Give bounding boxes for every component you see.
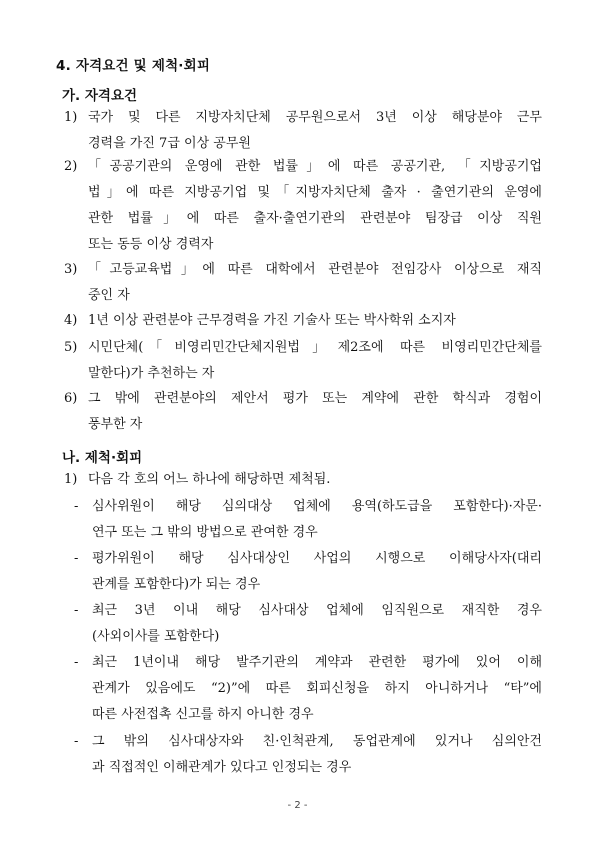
subsection-heading-exclusion: 나. 제척·회피 [62, 450, 143, 466]
item-line: 그 밖에 관련분야의 제안서 평가 또는 계약에 관한 학식과 경험이 [88, 391, 542, 406]
item-line: 1년 이상 관련분야 근무경력을 가진 기술사 또는 박사학위 소지자 [88, 313, 456, 328]
item-number: 1) [64, 110, 78, 125]
bullet-line: 연구 또는 그 밖의 방법으로 관여한 경우 [92, 525, 318, 540]
item-number: 6) [64, 391, 78, 406]
bullet-dash: - [74, 655, 79, 670]
bullet-line: 관계를 포함한다)가 되는 경우 [92, 577, 261, 592]
item-line: 시민단체(「비영리민간단체지원법」제2조에 따른 비영리민간단체를 [88, 340, 542, 355]
item-line: 풍부한 자 [88, 417, 143, 432]
bullet-line: 과 직접적인 이해관계가 있다고 인정되는 경우 [92, 760, 352, 775]
item-line: 관한 법률」에 따른 출자·출연기관의 관련분야 팀장급 이상 직원 [88, 211, 542, 226]
bullet-line: 심사위원이 해당 심의대상 업체에 용역(하도급을 포함한다)·자문· [92, 499, 542, 514]
item-line: 국가 및 다른 지방자치단체 공무원으로서 3년 이상 해당분야 근무 [88, 110, 542, 125]
subsection-heading-qualifications: 가. 자격요건 [62, 88, 138, 104]
item-line: 경력을 가진 7급 이상 공무원 [88, 136, 251, 151]
page-number: - 2 - [287, 800, 308, 811]
item-number: 5) [64, 340, 78, 355]
bullet-line: 그 밖의 심사대상자와 친·인척관계, 동업관계에 있거나 심의안건 [92, 734, 542, 749]
item-line: 「고등교육법」에 따른 대학에서 관련분야 전임강사 이상으로 재직 [88, 262, 542, 277]
bullet-line: 따른 사전접촉 신고를 하지 아니한 경우 [92, 707, 314, 722]
section-title: 4. 자격요건 및 제척·회피 [56, 58, 211, 74]
bullet-line: 최근 3년 이내 해당 심사대상 업체에 임직원으로 재직한 경우 [92, 603, 542, 618]
item-number: 3) [64, 262, 78, 277]
item-line: 법」에 따른 지방공기업 및「지방자치단체 출자 · 출연기관의 운영에 [88, 185, 542, 200]
bullet-dash: - [74, 734, 79, 749]
bullet-dash: - [74, 551, 79, 566]
bullet-line: 최근 1년이내 해당 발주기관의 계약과 관련한 평가에 있어 이해 [92, 655, 542, 670]
item-line: 중인 자 [88, 288, 130, 303]
bullet-line: 평가위원이 해당 심사대상인 사업의 시행으로 이해당사자(대리 [92, 551, 542, 566]
bullet-dash: - [74, 499, 79, 514]
bullet-line: 관계가 있음에도 “2)”에 따른 회피신청을 하지 아니하거나 “타”에 [92, 681, 542, 696]
item-line: 「공공기관의 운영에 관한 법률」에 따른 공공기관, 「지방공기업 [88, 159, 542, 174]
bullet-dash: - [74, 603, 79, 618]
item-line: 다음 각 호의 어느 하나에 해당하면 제척됨. [88, 472, 331, 487]
item-number: 2) [64, 159, 78, 174]
item-number: 4) [64, 313, 78, 328]
item-line: 또는 동등 이상 경력자 [88, 237, 214, 252]
bullet-line: (사외이사를 포함한다) [92, 629, 220, 644]
item-number: 1) [64, 472, 78, 487]
item-line: 말한다)가 추천하는 자 [88, 366, 215, 381]
